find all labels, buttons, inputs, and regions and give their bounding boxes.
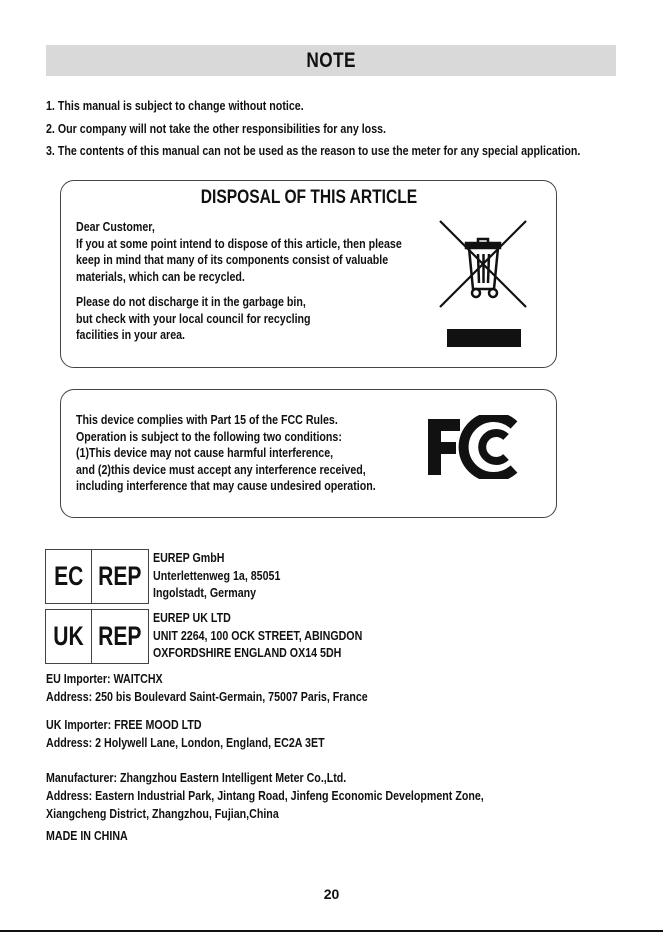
uk-rep-symbol [45,609,149,664]
note-list [46,95,663,163]
note-header [46,45,616,76]
uk-rep-address: EUREP UK LTD UNIT 2264, 100 OCK STREET, ABINGDON OXFORDSHIRE ENGLAND OX14 5DH [153,610,363,660]
note-item: 3. The contents of this manual can not be used as the reason to use the meter for any special application. [46,143,581,158]
crossed-out-wheelie-bin-icon [438,219,528,309]
eu-importer: EU Importer: WAITCHX Address: 250 bis Boulevard Saint-Germain, 75007 Paris, France [46,671,368,704]
rep-label: REP [98,621,142,651]
ec-label: EC [54,561,84,591]
manufacturer: Manufacturer: Zhangzhou Eastern Intelligent Meter Co.,Ltd. Address: Eastern Industrial Park, Jintang Road, Jinfeng Economic Development Zone, Xiangcheng District, Zhangzhou, Fujian,China [46,770,484,821]
footer-divider [0,930,663,932]
page-number: 20 [323,886,340,902]
fcc-statement: This device complies with Part 15 of the FCC Rules. Operation is subject to the following two conditions: (1)This device may not cause harmful interference, and (2)this device must accept any interference received, including interference that may cause undesired operation. [76,412,376,493]
note-item: 2. Our company will not take the other responsibilities for any loss. [46,120,387,136]
disposal-paragraph-2: Please do not discharge it in the garbage bin, but check with your local council for recycling facilities in your area. [76,294,311,342]
fcc-logo-icon [426,415,526,479]
disposal-panel [60,180,557,368]
note-title: NOTE [306,48,356,72]
disposal-title: DISPOSAL OF THIS ARTICLE [200,187,417,208]
ec-rep-address: EUREP GmbH Unterlettenweg 1a, 85051 Ingolstadt, Germany [153,550,281,600]
uk-importer: UK Importer: FREE MOOD LTD Address: 2 Holywell Lane, London, England, EC2A 3ET [46,717,325,750]
uk-label: UK [53,621,84,651]
rep-label: REP [98,561,142,591]
fcc-panel [60,389,557,518]
weee-black-bar [447,329,521,347]
note-item: 1. This manual is subject to change without notice. [46,98,304,113]
made-in-label: MADE IN CHINA [46,828,128,843]
disposal-paragraph-1: Dear Customer, If you at some point intend to dispose of this article, then please keep in mind that many of its components consist of valuable materials, which can be recycled. [76,219,402,284]
ec-rep-symbol [45,549,149,604]
